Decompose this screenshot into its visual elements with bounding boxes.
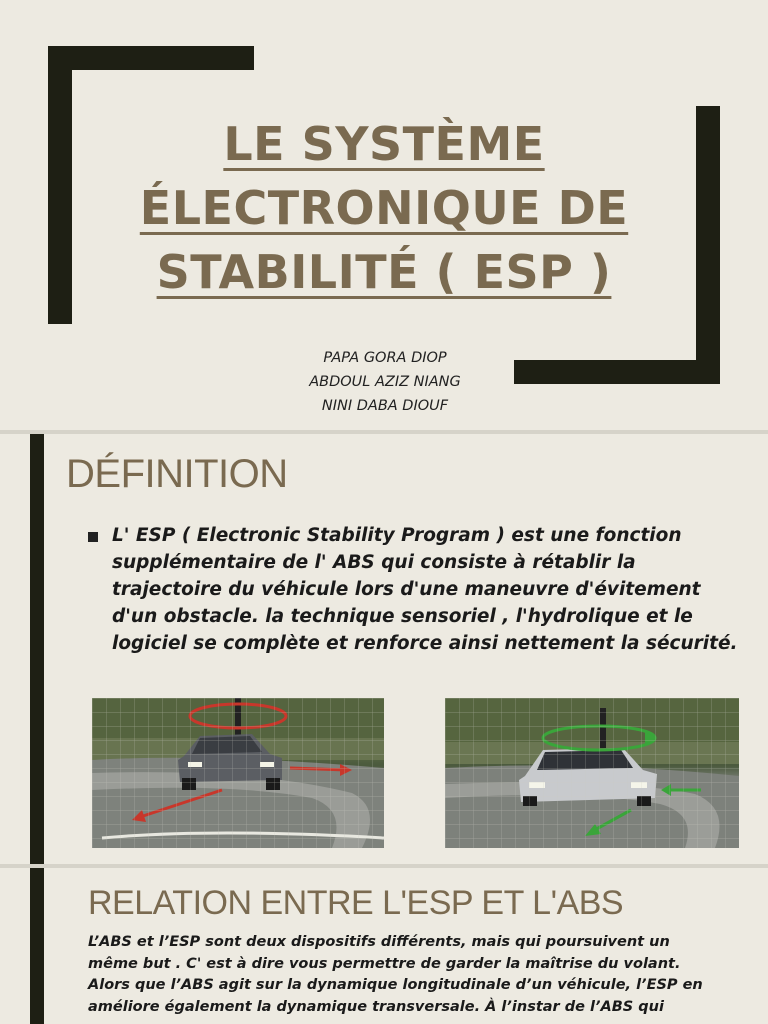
definition-bullet: [88, 522, 738, 657]
definition-slide: [0, 434, 768, 864]
author-3: NINI DABA DIOUF: [321, 398, 449, 414]
square-bullet-icon: [88, 532, 98, 542]
title-line-3: STABILITÉ ( ESP ): [156, 245, 612, 299]
authors-list: [250, 346, 520, 418]
accent-bar: [30, 868, 44, 1024]
accent-bar: [30, 434, 44, 864]
relation-slide: [0, 868, 768, 1024]
title-slide: [0, 0, 768, 430]
bracket-top-left-vertical: [48, 46, 72, 324]
author-1: PAPA GORA DIOP: [323, 350, 447, 366]
bracket-top-left-horizontal: [48, 46, 254, 70]
relation-heading: RELATION ENTRE L'ESP ET L'ABS: [88, 884, 624, 922]
title-line-2: ÉLECTRONIQUE DE: [139, 181, 629, 235]
bracket-bottom-right-vertical: [696, 106, 720, 384]
definition-text: L' ESP ( Electronic Stability Program ) est une fonction supplémentaire de l' ABS qui consiste à rétablir la trajectoire du véhicule lors d'une maneuvre d'évitement d'un obstacle. la technique sensoriel , l'hydrolique et le logiciel se complète et renforce ainsi nettement la sécurité.: [112, 525, 738, 654]
definition-heading: DÉFINITION: [66, 452, 288, 496]
author-2: ABDOUL AZIZ NIANG: [309, 374, 461, 390]
title-line-1: LE SYSTÈME: [223, 117, 545, 171]
slide-title: [110, 112, 658, 304]
relation-text: L’ABS et l’ESP sont deux dispositifs différents, mais qui poursuivent un même but . C' est à dire vous permettre de garder la maîtrise du volant. Alors que l’ABS agit sur la dynamique longitudinale d’un véhicule, l’ESP en améliore également la dynamique transversale. À l’instar de l’ABS qui: [88, 934, 703, 1015]
car-photo-without-esp: [92, 698, 384, 848]
bracket-bottom-right-horizontal: [514, 360, 720, 384]
car-photo-with-esp: [445, 698, 739, 848]
